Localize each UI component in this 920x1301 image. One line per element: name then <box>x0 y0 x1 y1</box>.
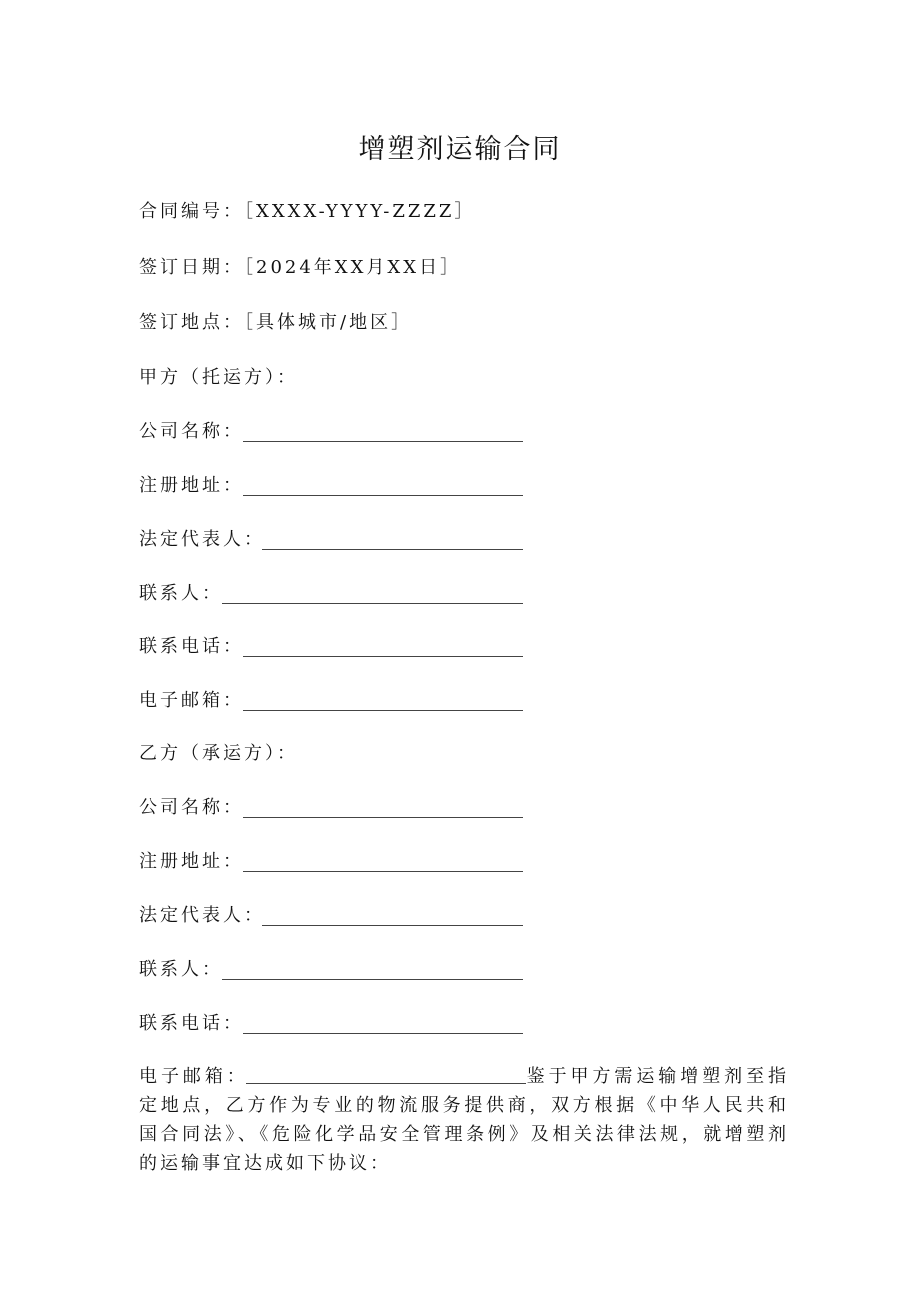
party-b-contact-blank[interactable] <box>222 961 523 980</box>
sign-place-value: ［具体城市/地区］ <box>244 312 413 333</box>
party-a-legal-rep-blank[interactable] <box>262 531 523 550</box>
sign-date-row <box>139 253 461 283</box>
sign-place-label: 签订地点： <box>139 312 244 333</box>
preamble-text: 鉴于甲方需运输增塑剂至指定地点，乙方作为专业的物流服务提供商，双方根据《中华人民共和国合同法》、《危险化学品安全管理条例》及相关法律法规，就增塑剂的运输事宜达成如下协议： <box>139 1066 790 1174</box>
page-title: 增塑剂运输合同 <box>358 134 562 165</box>
field-label: 公司名称： <box>139 797 244 818</box>
party-b-company-blank[interactable] <box>243 799 523 818</box>
contract-number-label: 合同编号： <box>139 201 244 222</box>
field-label: 联系人： <box>139 583 223 604</box>
party-a-phone-row <box>139 632 244 662</box>
party-b-address-row <box>139 847 244 877</box>
party-a-phone-blank[interactable] <box>243 638 523 657</box>
party-b-company-row <box>139 793 244 823</box>
field-label: 注册地址： <box>139 475 244 496</box>
field-label: 电子邮箱： <box>139 690 244 711</box>
party-b-email-blank[interactable] <box>246 1065 526 1084</box>
field-label: 公司名称： <box>139 421 244 442</box>
party-b-contact-row <box>139 955 223 985</box>
field-label: 注册地址： <box>139 851 244 872</box>
party-b-heading: 乙方（承运方）： <box>139 743 298 764</box>
party-a-contact-row <box>139 579 223 609</box>
contract-number-row <box>139 197 475 227</box>
party-b-phone-row <box>139 1009 244 1039</box>
field-label: 联系人： <box>139 959 223 980</box>
field-label: 联系电话： <box>139 636 244 657</box>
field-label: 联系电话： <box>139 1013 244 1034</box>
sign-date-value: ［2024年XX月XX日］ <box>244 257 462 278</box>
party-b-address-blank[interactable] <box>243 853 523 872</box>
sign-place-row <box>139 308 412 338</box>
party-a-address-blank[interactable] <box>243 477 523 496</box>
party-a-heading: 甲方（托运方）： <box>139 367 298 388</box>
field-label: 法定代表人： <box>139 529 265 550</box>
sign-date-label: 签订日期： <box>139 257 244 278</box>
party-b-legal-rep-row <box>139 901 265 931</box>
party-a-company-row <box>139 417 244 447</box>
field-label: 法定代表人： <box>139 905 265 926</box>
party-b-email-label: 电子邮箱： <box>139 1066 249 1087</box>
party-b-phone-blank[interactable] <box>243 1015 523 1034</box>
party-a-address-row <box>139 471 244 501</box>
contract-number-value: ［XXXX-YYYY-ZZZZ］ <box>244 201 476 222</box>
party-a-contact-blank[interactable] <box>222 585 523 604</box>
party-a-company-blank[interactable] <box>243 423 523 442</box>
party-a-email-blank[interactable] <box>243 692 523 711</box>
party-a-legal-rep-row <box>139 525 265 555</box>
party-a-email-row <box>139 686 244 716</box>
party-b-legal-rep-blank[interactable] <box>262 907 523 926</box>
preamble-paragraph <box>139 1062 789 1178</box>
